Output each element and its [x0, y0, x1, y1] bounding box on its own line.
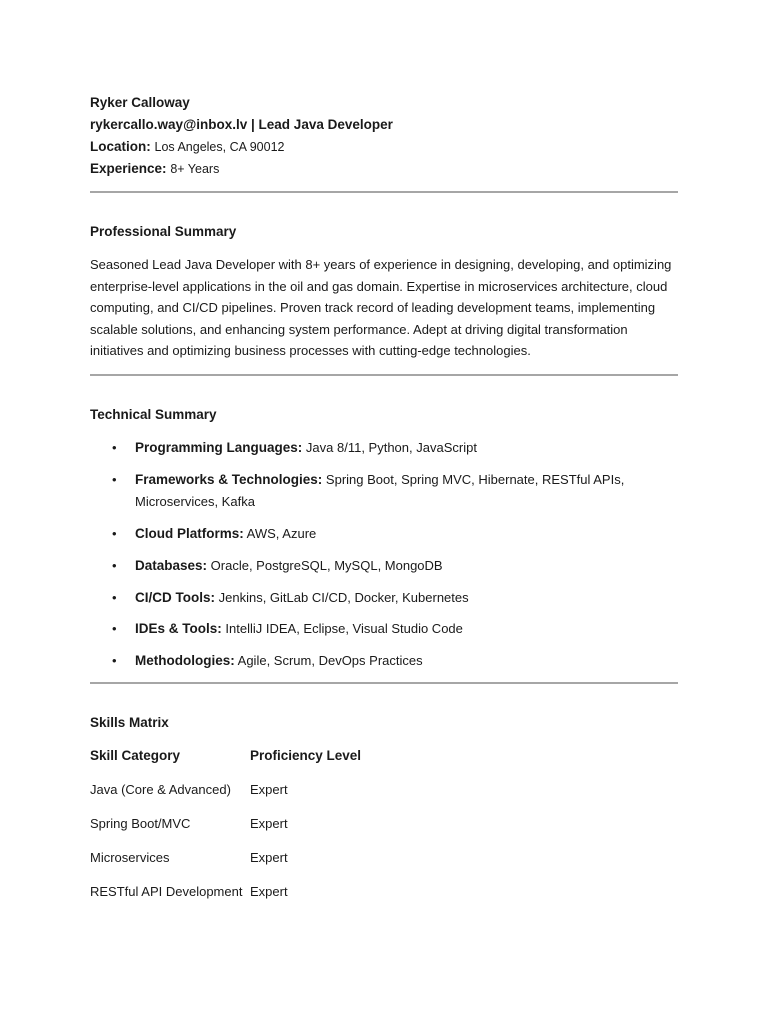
technical-summary-section [90, 406, 678, 672]
list-item [90, 523, 678, 545]
location-value: Los Angeles, CA 90012 [154, 140, 285, 154]
proficiency-cell: Expert [250, 782, 288, 798]
experience-label: Experience: [90, 161, 167, 176]
list-item [90, 437, 678, 459]
table-row [90, 883, 361, 917]
item-label: Methodologies: [135, 653, 235, 669]
professional-summary-text: Seasoned Lead Java Developer with 8+ years of experience in designing, developing, and optimizing enterprise-level applications in the oil and gas domain. Expertise in microservices architecture, cloud computing, and CI/CD pipelines. Proven track record of leading development teams, implementing scalable solutions, and enhancing system performance. Adept at driving digital transformation initiatives and optimizing business processes with cutting-edge technologies. [90, 257, 672, 359]
list-item [90, 555, 678, 577]
item-value: Agile, Scrum, DevOps Practices [237, 653, 423, 669]
table-row [90, 849, 361, 883]
proficiency-cell: Expert [250, 816, 288, 832]
professional-summary-section [90, 223, 678, 362]
bullet-icon: • [112, 557, 117, 573]
bullet-icon: • [112, 589, 117, 605]
item-value: AWS, Azure [246, 525, 317, 541]
experience-line [90, 158, 678, 180]
item-value: IntelliJ IDEA, Eclipse, Visual Studio Code [225, 621, 463, 637]
item-label: Frameworks & Technologies: [135, 471, 323, 487]
bullet-icon: • [112, 621, 117, 637]
skill-category-cell: Java (Core & Advanced) [90, 782, 231, 798]
technical-summary-list [90, 437, 678, 672]
bullet-icon: • [112, 525, 117, 541]
divider-1 [90, 191, 678, 193]
proficiency-cell: Expert [250, 884, 288, 900]
technical-summary-title: Technical Summary [90, 406, 217, 422]
proficiency-cell: Expert [250, 850, 288, 866]
email-link[interactable]: rykercallo.way@inbox.lv [90, 117, 248, 132]
table-header-row [90, 747, 361, 781]
bullet-icon: • [112, 439, 117, 455]
item-value: Spring Boot, Spring MVC, Hibernate, RESTful APIs, Microservices, Kafka [135, 471, 625, 509]
email-role-line [90, 114, 678, 136]
list-item [90, 650, 678, 672]
item-label: Programming Languages: [135, 439, 303, 455]
skills-matrix-section [90, 714, 678, 917]
list-item [90, 618, 678, 640]
experience-value: 8+ Years [170, 162, 220, 176]
skill-category-cell: RESTful API Development [90, 884, 243, 900]
contact-header [90, 92, 678, 180]
bullet-icon: • [112, 471, 117, 487]
table-row [90, 815, 361, 849]
location-label: Location: [90, 139, 151, 154]
item-value: Jenkins, GitLab CI/CD, Docker, Kubernetes [218, 589, 469, 605]
column-header-skill-category: Skill Category [90, 748, 181, 764]
skills-matrix-title: Skills Matrix [90, 715, 169, 731]
skill-category-cell: Microservices [90, 850, 170, 866]
item-label: Cloud Platforms: [135, 525, 244, 541]
role-title: Lead Java Developer [258, 117, 393, 132]
resume-page [90, 92, 678, 917]
table-row [90, 781, 361, 815]
item-label: CI/CD Tools: [135, 589, 215, 605]
skill-category-cell: Spring Boot/MVC [90, 816, 191, 832]
divider-3 [90, 682, 678, 684]
location-line [90, 136, 678, 158]
item-value: Java 8/11, Python, JavaScript [305, 439, 477, 455]
separator: | [251, 117, 255, 132]
candidate-name: Ryker Calloway [90, 95, 190, 110]
list-item [90, 469, 678, 512]
item-label: Databases: [135, 557, 208, 573]
divider-2 [90, 374, 678, 376]
item-label: IDEs & Tools: [135, 621, 222, 637]
list-item [90, 587, 678, 609]
professional-summary-title: Professional Summary [90, 224, 237, 239]
skills-matrix-table [90, 747, 361, 917]
bullet-icon: • [112, 653, 117, 669]
column-header-proficiency-level: Proficiency Level [250, 748, 362, 764]
item-value: Oracle, PostgreSQL, MySQL, MongoDB [210, 557, 443, 573]
